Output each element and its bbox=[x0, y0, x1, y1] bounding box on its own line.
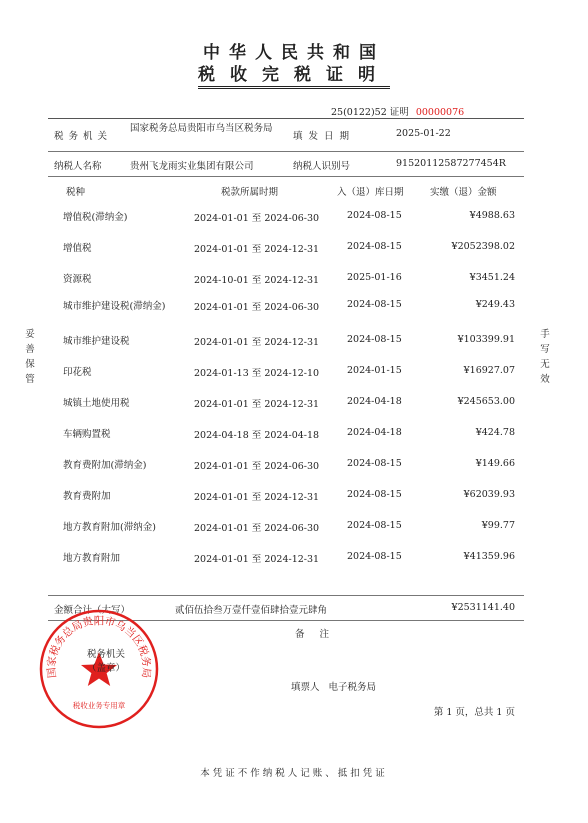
issuer-value: 电子税务局 bbox=[328, 682, 377, 693]
tax-type-cell: 城镇土地使用税 bbox=[63, 398, 130, 409]
period-cell: 2024-01-01 至 2024-06-30 bbox=[194, 461, 320, 472]
total-words: 贰佰伍拾叁万壹仟壹佰肆拾壹元肆角 bbox=[175, 605, 328, 616]
seal-center-label: 税务机关 bbox=[87, 649, 126, 660]
date-cell: 2024-04-18 bbox=[347, 427, 402, 438]
amount-cell: ¥3451.24 bbox=[469, 272, 515, 283]
header-amount: 实缴（退）金额 bbox=[430, 187, 497, 198]
issuer-label: 填票人 bbox=[291, 682, 320, 693]
total-amount: ¥2531141.40 bbox=[451, 602, 515, 613]
tax-type-cell: 车辆购置税 bbox=[63, 429, 111, 440]
amount-cell: ¥149.66 bbox=[475, 458, 515, 469]
table-row bbox=[0, 241, 588, 261]
period-cell: 2024-01-01 至 2024-12-31 bbox=[194, 492, 320, 503]
header-period: 税款所属时期 bbox=[221, 187, 279, 198]
tax-type-cell: 印花税 bbox=[63, 367, 92, 378]
page-indicator: 第 1 页，总共 1 页 bbox=[433, 707, 515, 718]
taxpayer-id-value: 91520112587277454R bbox=[396, 158, 506, 169]
period-cell: 2024-10-01 至 2024-12-31 bbox=[194, 275, 320, 286]
top-border bbox=[48, 118, 524, 119]
divider-line bbox=[48, 176, 524, 177]
tax-type-cell: 地方教育附加 bbox=[63, 553, 121, 564]
document-subtitle-text: 税收完税证明 bbox=[198, 65, 390, 89]
table-row bbox=[0, 210, 588, 230]
table-row bbox=[0, 365, 588, 385]
date-cell: 2024-08-15 bbox=[347, 520, 402, 531]
certificate-number: 00000076 bbox=[415, 107, 465, 118]
amount-cell: ¥41359.96 bbox=[463, 551, 515, 562]
tax-type-cell: 增值税(滞纳金) bbox=[63, 212, 128, 223]
divider-line bbox=[48, 151, 524, 152]
issuer-line bbox=[291, 679, 376, 693]
date-cell: 2024-01-15 bbox=[347, 365, 402, 376]
tax-type-cell: 资源税 bbox=[63, 274, 92, 285]
period-cell: 2024-01-01 至 2024-12-31 bbox=[194, 554, 320, 565]
table-row bbox=[0, 489, 588, 509]
period-cell: 2024-01-01 至 2024-12-31 bbox=[194, 337, 320, 348]
tax-type-cell: 教育费附加 bbox=[63, 491, 111, 502]
table-row bbox=[0, 299, 588, 319]
amount-cell: ¥245653.00 bbox=[457, 396, 515, 407]
header-tax-type: 税种 bbox=[66, 187, 86, 198]
issue-date-label: 填发日期 bbox=[293, 131, 356, 142]
taxpayer-name-value: 贵州飞龙雨实业集团有限公司 bbox=[130, 161, 254, 172]
table-row bbox=[0, 396, 588, 416]
certificate-prefix: 25(0122)52 证明 bbox=[331, 107, 409, 118]
table-row bbox=[0, 272, 588, 292]
table-row bbox=[0, 551, 588, 571]
seal-bottom-text: 税收业务专用章 bbox=[72, 701, 126, 710]
tax-type-cell: 教育费附加(滞纳金) bbox=[63, 460, 147, 471]
amount-cell: ¥2052398.02 bbox=[451, 241, 515, 252]
date-cell: 2024-08-15 bbox=[347, 551, 402, 562]
total-label: 金额合计（大写） bbox=[54, 605, 131, 616]
tax-type-cell: 城市维护建设税 bbox=[63, 336, 130, 347]
side-note-right: 手写无效 bbox=[540, 329, 550, 385]
tax-type-cell: 城市维护建设税(滞纳金) bbox=[63, 301, 166, 312]
table-row bbox=[0, 427, 588, 447]
date-cell: 2024-04-18 bbox=[347, 396, 402, 407]
certificate-number-line bbox=[331, 104, 464, 118]
taxpayer-name-label: 纳税人名称 bbox=[54, 161, 102, 172]
table-row bbox=[0, 334, 588, 354]
table-row bbox=[0, 520, 588, 540]
date-cell: 2024-08-15 bbox=[347, 489, 402, 500]
date-cell: 2025-01-16 bbox=[347, 272, 402, 283]
period-cell: 2024-01-13 至 2024-12-10 bbox=[194, 368, 320, 379]
document-title: 中华人民共和国 bbox=[203, 43, 385, 63]
table-row bbox=[0, 458, 588, 478]
seal-center-sub: （盖章） bbox=[87, 663, 126, 674]
period-cell: 2024-01-01 至 2024-12-31 bbox=[194, 244, 320, 255]
period-cell: 2024-01-01 至 2024-06-30 bbox=[194, 523, 320, 534]
date-cell: 2024-08-15 bbox=[347, 334, 402, 345]
remarks-label: 备 注 bbox=[295, 629, 336, 640]
tax-office-label: 税务机关 bbox=[54, 131, 113, 142]
date-cell: 2024-08-15 bbox=[347, 299, 402, 310]
taxpayer-id-label: 纳税人识别号 bbox=[293, 161, 351, 172]
document-subtitle bbox=[0, 60, 588, 85]
issue-date-value: 2025-01-22 bbox=[396, 128, 451, 139]
period-cell: 2024-01-01 至 2024-12-31 bbox=[194, 399, 320, 410]
tax-office-value: 国家税务总局贵阳市乌当区税务局 bbox=[130, 123, 273, 134]
period-cell: 2024-01-01 至 2024-06-30 bbox=[194, 213, 320, 224]
date-cell: 2024-08-15 bbox=[347, 458, 402, 469]
tax-type-cell: 增值税 bbox=[63, 243, 92, 254]
divider-line bbox=[48, 595, 524, 596]
tax-type-cell: 地方教育附加(滞纳金) bbox=[63, 522, 156, 533]
amount-cell: ¥103399.91 bbox=[457, 334, 515, 345]
date-cell: 2024-08-15 bbox=[347, 210, 402, 221]
period-cell: 2024-04-18 至 2024-04-18 bbox=[194, 430, 320, 441]
amount-cell: ¥4988.63 bbox=[469, 210, 515, 221]
amount-cell: ¥99.77 bbox=[481, 520, 515, 531]
period-cell: 2024-01-01 至 2024-06-30 bbox=[194, 302, 320, 313]
header-date: 入（退）库日期 bbox=[337, 187, 404, 198]
footer-note: 本凭证不作纳税人记账、抵扣凭证 bbox=[200, 768, 388, 779]
amount-cell: ¥16927.07 bbox=[463, 365, 515, 376]
date-cell: 2024-08-15 bbox=[347, 241, 402, 252]
amount-cell: ¥424.78 bbox=[475, 427, 515, 438]
amount-cell: ¥249.43 bbox=[475, 299, 515, 310]
side-note-left: 妥善保管 bbox=[25, 329, 35, 385]
seal-ring-text: 国家税务总局贵阳市乌当区税务局 bbox=[45, 614, 153, 679]
amount-cell: ¥62039.93 bbox=[463, 489, 515, 500]
